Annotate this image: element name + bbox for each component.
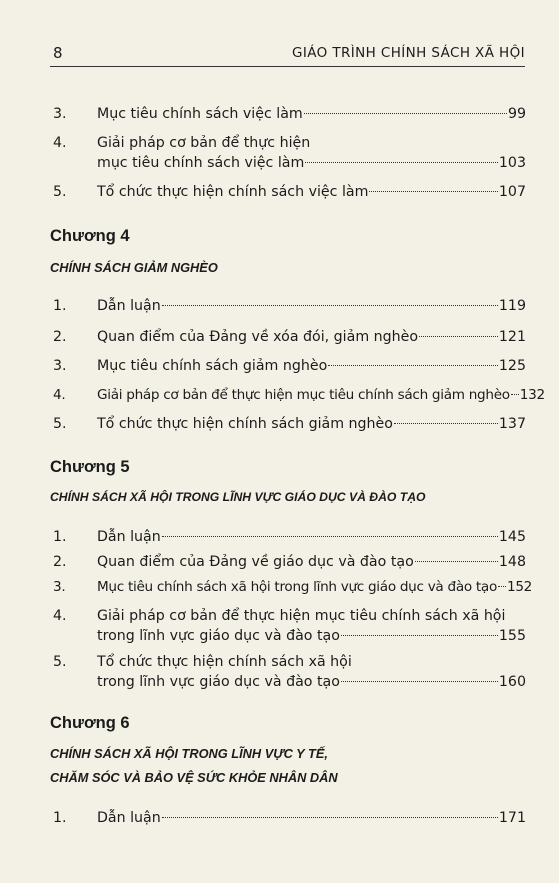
- leader-dots: [162, 536, 498, 537]
- entry-number: 3.: [53, 106, 67, 122]
- leader-dots: [341, 681, 498, 682]
- chapter-title: CHÍNH SÁCH XÃ HỘI TRONG LĨNH VỰC GIÁO DỤC VÀ ĐÀO TẠO: [50, 490, 426, 504]
- chapter-heading: Chương 4: [50, 227, 130, 245]
- entry-title-cont: trong lĩnh vực giáo dục và đào tạo: [97, 674, 340, 690]
- entry-page: 132: [519, 387, 545, 403]
- entry-page: 125: [498, 358, 526, 374]
- leader-dots: [304, 113, 507, 114]
- chapter-heading: Chương 6: [50, 714, 130, 732]
- entry-title: Quan điểm của Đảng về xóa đói, giảm nghèo: [97, 329, 419, 345]
- entry-title: Giải pháp cơ bản để thực hiện mục tiêu chính sách giảm nghèo: [97, 387, 510, 403]
- entry-page: 155: [498, 628, 526, 644]
- entry-number: 4.: [53, 135, 67, 151]
- page-number: 8: [53, 44, 63, 62]
- entry-number: 2.: [53, 554, 67, 570]
- entry-page: 119: [498, 298, 526, 314]
- leader-dots: [419, 336, 498, 337]
- leader-dots: [162, 817, 498, 818]
- leader-dots: [394, 423, 498, 424]
- entry-title: Dẫn luận: [97, 810, 161, 826]
- entry-page: 145: [498, 529, 526, 545]
- entry-page: 121: [498, 329, 526, 345]
- page-header: [50, 44, 525, 67]
- entry-title: Dẫn luận: [97, 529, 161, 545]
- entry-title: Mục tiêu chính sách xã hội trong lĩnh vực giáo dục và đào tạo: [97, 579, 497, 595]
- entry-number: 3.: [53, 358, 67, 374]
- entry-number: 1.: [53, 298, 67, 314]
- leader-dots: [511, 394, 519, 395]
- entry-page: 103: [498, 155, 526, 171]
- entry-number: 5.: [53, 416, 67, 432]
- entry-page: 107: [498, 184, 526, 200]
- leader-dots: [415, 561, 498, 562]
- leader-dots: [369, 191, 497, 192]
- entry-number: 4.: [53, 608, 67, 624]
- leader-dots: [162, 305, 498, 306]
- entry-title: Tổ chức thực hiện chính sách việc làm: [97, 184, 369, 200]
- leader-dots: [498, 586, 506, 587]
- entry-page: 171: [498, 810, 526, 826]
- entry-page: 160: [498, 674, 526, 690]
- chapter-heading: Chương 5: [50, 458, 130, 476]
- leader-dots: [328, 365, 498, 366]
- entry-title: Mục tiêu chính sách việc làm: [97, 106, 303, 122]
- entry-number: 5.: [53, 654, 67, 670]
- entry-title: Mục tiêu chính sách giảm nghèo: [97, 358, 328, 374]
- entry-title: Quan điểm của Đảng về giáo dục và đào tạo: [97, 554, 414, 570]
- entry-number: 2.: [53, 329, 67, 345]
- entry-title: Giải pháp cơ bản để thực hiện: [97, 135, 311, 151]
- entry-title: Tổ chức thực hiện chính sách giảm nghèo: [97, 416, 393, 432]
- chapter-title-cont: CHĂM SÓC VÀ BẢO VỆ SỨC KHỎE NHÂN DÂN: [50, 770, 338, 785]
- entry-number: 4.: [53, 387, 66, 403]
- entry-page: 148: [498, 554, 526, 570]
- entry-page: 137: [498, 416, 526, 432]
- running-title: GIÁO TRÌNH CHÍNH SÁCH XÃ HỘI: [291, 45, 525, 61]
- leader-dots: [305, 162, 498, 163]
- entry-page: 152: [506, 579, 533, 595]
- entry-number: 1.: [53, 810, 67, 826]
- entry-number: 5.: [53, 184, 67, 200]
- entry-title-cont: mục tiêu chính sách việc làm: [97, 155, 305, 171]
- leader-dots: [341, 635, 498, 636]
- chapter-title: CHÍNH SÁCH XÃ HỘI TRONG LĨNH VỰC Y TẾ,: [50, 746, 328, 761]
- chapter-title: CHÍNH SÁCH GIẢM NGHÈO: [50, 260, 218, 275]
- entry-title: Giải pháp cơ bản để thực hiện mục tiêu chính sách xã hội: [97, 608, 506, 624]
- entry-title: Tổ chức thực hiện chính sách xã hội: [97, 654, 352, 670]
- entry-number: 3.: [53, 579, 66, 595]
- entry-title-cont: trong lĩnh vực giáo dục và đào tạo: [97, 628, 340, 644]
- entry-title: Dẫn luận: [97, 298, 161, 314]
- entry-number: 1.: [53, 529, 67, 545]
- entry-page: 99: [507, 106, 526, 122]
